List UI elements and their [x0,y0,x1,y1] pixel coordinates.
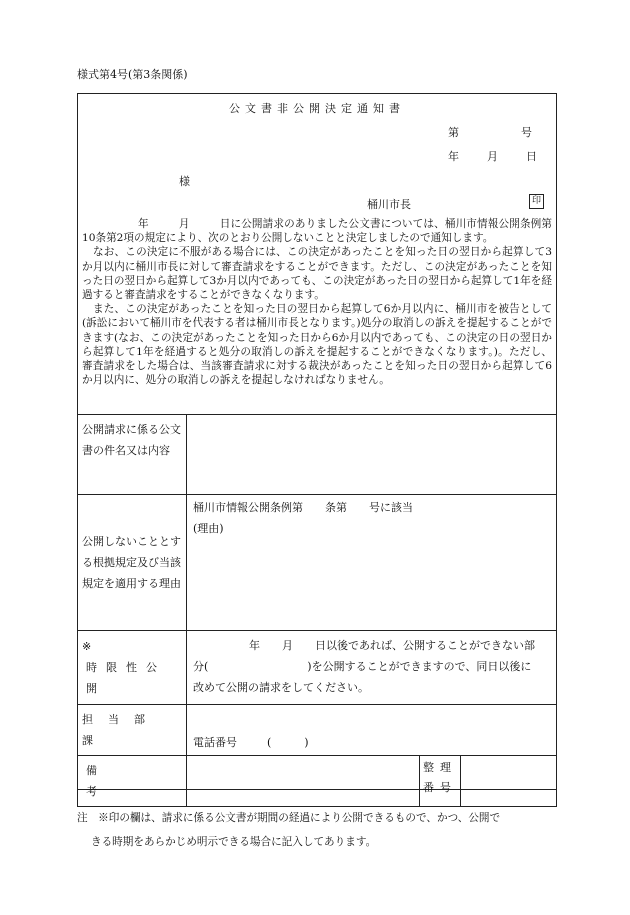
p1-month: 月 [178,218,190,230]
addressee-suffix: 様 [179,175,190,188]
time-line-2: 分( )を公開することができますので、同日以後に [193,660,532,673]
department-value[interactable] [187,705,557,756]
row-request-subject [78,415,557,495]
number-dai: 第 [448,126,459,139]
reason-ordinance-line: 桶川市情報公開条例第 条第 号に該当 [193,501,413,514]
phone-label: 電話番号 [193,736,237,749]
paragraph-appeal: なお、この決定に不服がある場合には、この決定があったことを知った日の翌日から起算して3か月以内に桶川市長に対して審査請求をすることができます。ただし、この決定があったことを知った日の翌日から起算して3か月以内であっても、この決定があった日の翌日から起算して1年を経過すると審査請求をすることができなくなります。 [82,246,552,302]
remarks-label: 備考 [78,756,187,807]
issue-date-line [448,148,537,164]
row-time-limited [78,631,557,705]
document-number-line [448,124,532,140]
p1-year: 年 [138,218,149,230]
date-day: 日 [526,150,537,163]
reason-label: 公開しないこととする根拠規定及び当該規定を適用する理由 [78,495,187,631]
notice-body [82,217,552,387]
time-line-1: 年 月 日以後であれば、公開することができない部 [249,639,535,652]
notice-header [78,94,556,414]
form-number-label: 様式第4号(第3条関係) [77,68,188,81]
time-limited-value[interactable] [187,631,557,705]
p1-text: 日に公開請求のありました公文書については、桶川市情報公開条例第10条第2項の規定により、次のとおり公開しないことと決定しましたので通知します。 [82,218,553,245]
time-limited-label: 時限性公開 [86,661,166,695]
issuer-mayor: 桶川市長 [367,198,411,211]
date-month: 月 [487,150,498,163]
reason-value[interactable] [187,495,557,631]
request-subject-label: 公開請求に係る公文書の件名又は内容 [78,415,187,495]
phone-paren: ( ) [267,736,309,749]
reason-paren-label: (理由) [193,522,224,535]
reference-number-value[interactable] [461,756,557,807]
paragraph-decision [82,217,552,245]
department-label: 担当部課 [78,705,187,756]
remarks-value[interactable] [187,756,420,807]
reference-number-label: 整理 番号 [420,756,461,807]
document-title: 公文書非公開決定通知書 [229,102,405,115]
note-mark: ※ [82,640,92,653]
footnote-line-1: 注 ※印の欄は、請求に係る公文書が期間の経過により公開できるもので、かつ、公開で [77,812,501,824]
row-reason [78,495,557,631]
seal-stamp-mark: 印 [529,194,544,209]
date-year: 年 [448,150,459,163]
time-line-3: 改めて公開の請求をしてください。 [193,681,369,694]
notice-form-frame [77,93,557,798]
time-limited-label-cell [78,631,187,705]
row-department [78,705,557,756]
footnote [77,806,557,854]
footnote-line-2: きる時期をあらかじめ明示できる場合に記入してあります。 [91,836,377,848]
row-remarks [78,756,557,807]
paragraph-lawsuit: また、この決定があったことを知った日の翌日から起算して6か月以内に、桶川市を被告として(訴訟において桶川市を代表する者は桶川市長となります。)処分の取消しの訴えを提起することができます(なお、この決定があったことを知った日から6か月以内であっても、この決定の日の翌日から起算して1年を経過すると処分の取消しの訴えを提起することができなくなります。)。ただし、審査請求をした場合は、当該審査請求に対する裁決があったことを知った日の翌日から起算して6か月以内に、処分の取消しの訴えを提起しなければなりません。 [82,303,552,387]
request-subject-value[interactable] [187,415,557,495]
details-table [77,414,557,807]
number-go: 号 [521,126,532,139]
